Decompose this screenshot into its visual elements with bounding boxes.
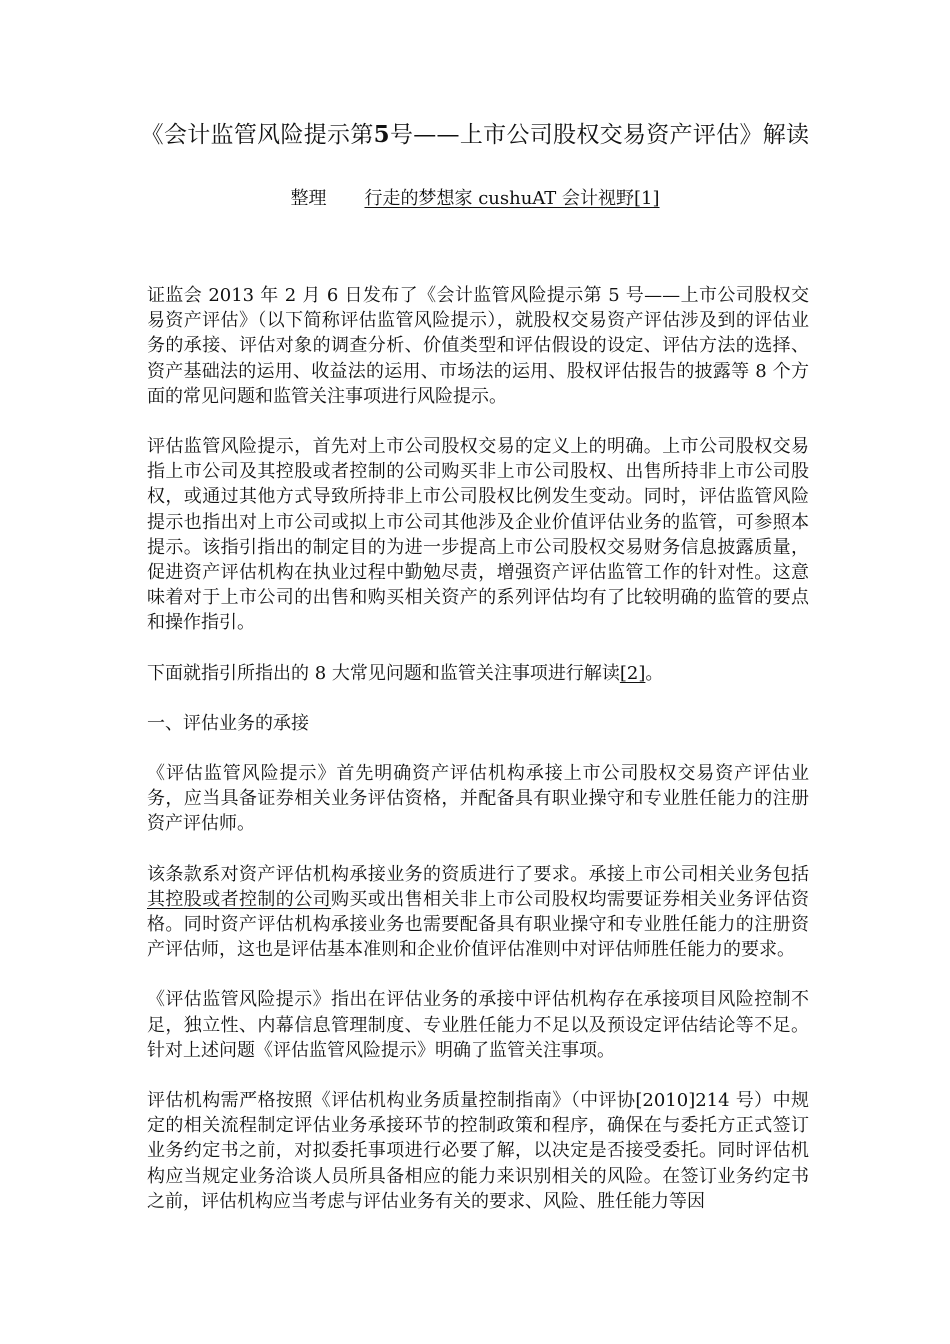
title-number: 5 (373, 121, 390, 148)
overview-text: 下面就指引所指出的 8 大常见问题和监管关注事项进行解读 (147, 662, 620, 684)
paragraph-intro: 证监会 2013 年 2 月 6 日发布了《会计监管风险提示第 5 号——上市公司股权交易资产评估》（以下简称评估监管风险提示），就股权交易资产评估涉及到的评估业务的承接、评估对象的调查分析、价值类型和评估假设的设定、评估方法的选择、资产基础法的运用、收益法的运用、市场法的运用、股权评估报告的披露等 8 个方面的常见问题和监管关注事项进行风险提示。 (147, 285, 809, 407)
article-body (147, 283, 809, 1239)
byline (0, 186, 950, 212)
paragraph-qualification (147, 862, 809, 963)
overview-end: 。 (645, 662, 664, 684)
author-link[interactable]: 行走的梦想家 cushuAT 会计视野[1] (364, 188, 660, 209)
qualification-text-b: 购买或出售相关非上市公司股权均需要证券相关业务评估资格。同时资产评估机构承接业务也需要配备具有职业操守和专业胜任能力的注册资产评估师，这也是评估基本准则和企业价值评估准则中对评估师胜任能力的要求。 (147, 888, 809, 961)
byline-label: 整理 (290, 188, 327, 209)
paragraph-requirement: 《评估监管风险提示》首先明确资产评估机构承接上市公司股权交易资产评估业务，应当具备证券相关业务评估资格，并配备具有职业操守和专业胜任能力的注册资产评估师。 (147, 763, 809, 835)
paragraph-issues: 《评估监管风险提示》指出在评估业务的承接中评估机构存在承接项目风险控制不足，独立性、内幕信息管理制度、专业胜任能力不足以及预设定评估结论等不足。针对上述问题《评估监管风险提示》明确了监管关注事项。 (147, 989, 809, 1061)
title-part-2: 号—— (389, 122, 460, 148)
paragraph-overview (147, 661, 809, 686)
page-title (0, 118, 950, 152)
qualification-text-a: 该条款系对资产评估机构承接业务的资质进行了要求。承接上市公司相关业务包括 (147, 863, 809, 885)
section-heading-1: 一、评估业务的承接 (147, 712, 309, 734)
footnote-link-2[interactable]: [2] (619, 662, 646, 684)
paragraph-definition: 评估监管风险提示，首先对上市公司股权交易的定义上的明确。上市公司股权交易指上市公司及其控股或者控制的公司购买非上市公司股权、出售所持非上市公司股权，或通过其他方式导致所持非上市公司股权比例发生变动。同时，评估监管风险提示也指出对上市公司或拟上市公司其他涉及企业价值评估业务的监管，可参照本提示。该指引指出的制定目的为进一步提高上市公司股权交易财务信息披露质量，促进资产评估机构在执业过程中勤勉尽责，增强资产评估监管工作的针对性。这意味着对于上市公司的出售和购买相关资产的系列评估均有了比较明确的监管的要点和操作指引。 (147, 436, 809, 634)
paragraph-procedures: 评估机构需严格按照《评估机构业务质量控制指南》（中评协[2010]214 号）中规定的相关流程制定评估业务承接环节的控制政策和程序，确保在与委托方正式签订业务约定书之前，对拟委托事项进行必要了解，以决定是否接受委托。同时评估机构应当规定业务洽谈人员所具备相应的能力来识别相关的风险。在签订业务约定书之前，评估机构应当考虑与评估业务有关的要求、风险、胜任能力等因 (147, 1090, 809, 1212)
underlined-phrase: 其控股或者控制的公司 (147, 888, 331, 910)
title-part-3: 上市公司股权交易资产评估》解读 (459, 122, 810, 148)
title-part-1: 《会计监管风险提示第 (140, 122, 374, 148)
